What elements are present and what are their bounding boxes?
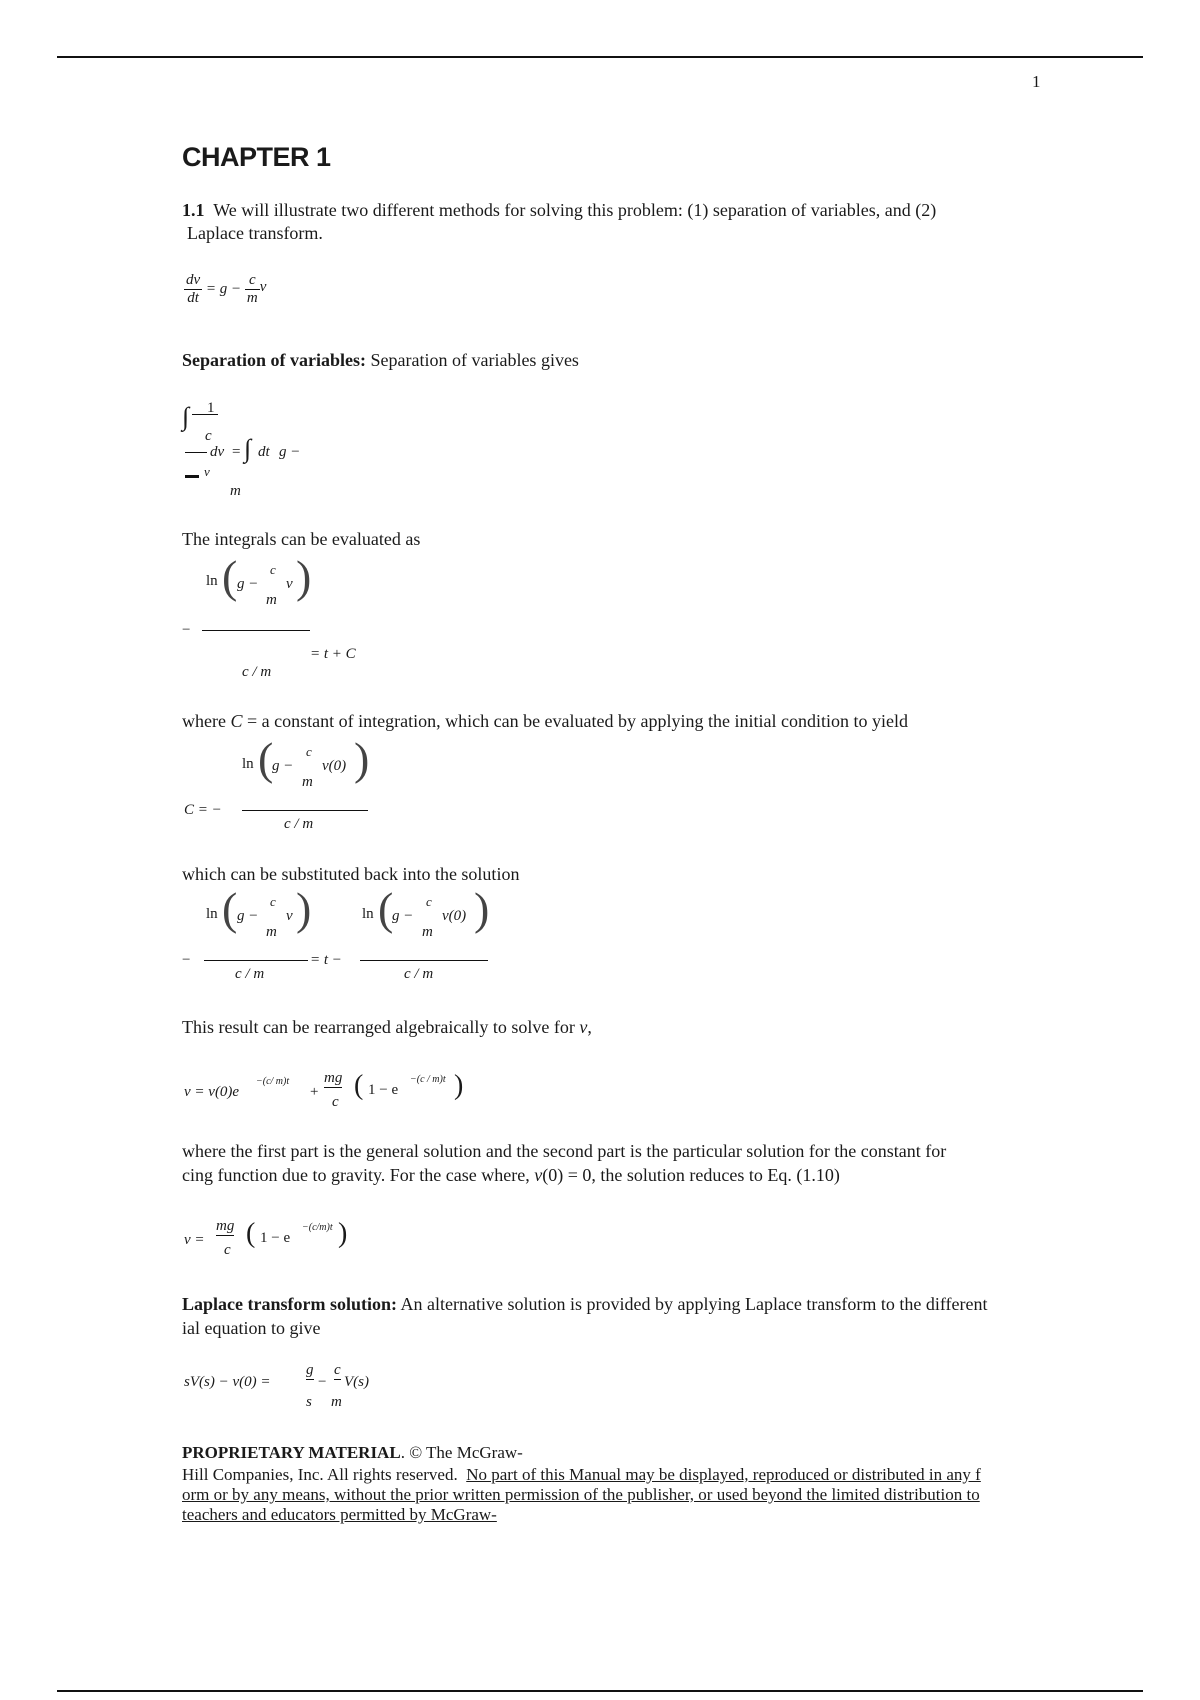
eq2-g: g − [279, 444, 301, 460]
eq5-rparen-1: ) [296, 883, 312, 934]
rearranged-main: This result can be rearranged algebraically to solve for [182, 1017, 575, 1037]
eq6-lparen: ( [354, 1070, 364, 1101]
general-line-2-var: v [534, 1165, 543, 1185]
eq6-rparen: ) [454, 1070, 464, 1101]
eq6-mg: mg [324, 1070, 343, 1086]
eq5-v0: v(0) [442, 908, 467, 924]
eq5-lparen-2: ( [378, 883, 394, 934]
eq7-lhs: v = [184, 1232, 205, 1248]
eq5-g-2: g − [392, 908, 414, 924]
eq3-ln: ln [206, 573, 218, 589]
eq6-c: c [332, 1094, 339, 1110]
eq3-g: g − [237, 576, 259, 592]
rearranged-text [182, 1016, 592, 1039]
eq2-bar-3 [185, 475, 199, 478]
footer-line-1 [182, 1442, 523, 1463]
laplace-line-1 [182, 1293, 988, 1316]
separation-label: Separation of variables: [182, 350, 366, 370]
equation-2 [182, 400, 342, 505]
eq5-den-1: c / m [235, 966, 265, 982]
bottom-rule [57, 1690, 1143, 1692]
eq8-minus: − [318, 1374, 327, 1390]
eq3-c: c [270, 562, 276, 577]
eq7-mg: mg [216, 1218, 235, 1234]
eq5-ln-2: ln [362, 906, 374, 922]
equation-5 [182, 883, 502, 990]
eq1-mid: = g − [205, 280, 242, 297]
eq7-one: 1 − e [260, 1230, 291, 1246]
eq4-fraction-bar [242, 810, 368, 811]
rearranged-var: v [579, 1017, 588, 1037]
eq6-exp2: −(c / m)t [410, 1074, 446, 1085]
page-number: 1 [1032, 72, 1041, 91]
eq8-m: m [331, 1394, 342, 1410]
eq5-mid: = t − [310, 952, 342, 968]
eq7-c: c [224, 1242, 231, 1258]
eq5-rparen-2: ) [474, 883, 490, 934]
eq4-rparen: ) [354, 733, 370, 784]
eq5-den-2: c / m [404, 966, 434, 982]
eq3-m: m [266, 592, 277, 608]
eq3-den: c / m [242, 664, 272, 680]
general-line-2-pre: cing function due to gravity. For the case where, [182, 1165, 530, 1185]
eq2-bar-2 [185, 452, 207, 453]
eq6-exp1: −(c/ m)t [256, 1076, 290, 1087]
eq2-c: c [205, 428, 212, 444]
eq4-v0: v(0) [322, 758, 347, 774]
eq4-lhs: C = − [184, 802, 222, 818]
eq4-c: c [306, 744, 312, 759]
intro-text-1: We will illustrate two different methods for solving this problem: (1) separation of variables, and (2) [213, 200, 937, 220]
eq4-ln: ln [242, 756, 254, 772]
substituted-text: which can be substituted back into the solution [182, 864, 520, 884]
eq2-one: 1 [207, 400, 215, 416]
eq4-g: g − [272, 758, 294, 774]
eq4-lparen: ( [258, 733, 274, 784]
footer-rights: Hill Companies, Inc. All rights reserved. [182, 1465, 458, 1484]
eq8-vs: V(s) [344, 1374, 369, 1390]
where-c-rest: = a constant of integration, which can be evaluated by applying the initial condition to yield [247, 711, 908, 731]
eq2-eq: = [232, 444, 241, 460]
footer-line-4: teachers and educators permitted by McGraw- [182, 1505, 497, 1524]
where-c-text [182, 710, 908, 733]
eq5-m-2: m [422, 924, 433, 940]
equation-3 [182, 551, 382, 686]
eq1-den: dt [187, 290, 199, 306]
eq3-rhs: = t + C [310, 646, 356, 662]
eq8-c: c [334, 1362, 341, 1378]
eq3-v: v [286, 576, 293, 592]
eq5-minus: − [182, 952, 191, 968]
equation-1 [184, 272, 266, 307]
eq5-fraction-bar-1 [204, 960, 308, 961]
general-line-1: where the first part is the general solution and the second part is the particular solution for the constant for [182, 1141, 947, 1161]
top-rule [57, 56, 1143, 58]
eq1-num: dv [186, 272, 201, 288]
chapter-title: CHAPTER 1 [182, 142, 331, 172]
separation-text: Separation of variables gives [370, 350, 579, 370]
eq2-dt: dt [258, 444, 270, 460]
problem-number: 1.1 [182, 200, 205, 220]
integrals-text: The integrals can be evaluated as [182, 529, 421, 549]
eq5-v: v [286, 908, 293, 924]
eq2-integral-2: ∫ [244, 434, 252, 463]
general-line-2-post: (0) = 0, the solution reduces to Eq. (1.10) [542, 1165, 840, 1185]
eq2-dv: dv [210, 444, 225, 460]
footer-notice-start: No part of this Manual may be displayed, reproduced or distributed in any f [466, 1465, 981, 1484]
eq8-lhs: sV(s) − v(0) = [184, 1374, 271, 1390]
eq2-v: v [204, 464, 210, 479]
eq8-s: s [306, 1394, 312, 1410]
eq6-lhs: v = v(0)e [184, 1084, 240, 1100]
equation-7 [184, 1216, 384, 1264]
separation-heading [182, 349, 579, 372]
footer-copyright: . © The McGraw- [400, 1443, 523, 1462]
eq1-v: v [259, 278, 267, 295]
rearranged-end: , [587, 1017, 592, 1037]
eq5-c-1: c [270, 894, 276, 909]
intro-line-2: Laplace transform. [187, 223, 323, 243]
eq4-den: c / m [284, 816, 314, 832]
footer-line-2 [182, 1464, 981, 1485]
eq6-plus: + [310, 1084, 319, 1100]
footer-line-3: orm or by any means, without the prior written permission of the publisher, or used beyond the limited distribution to [182, 1485, 980, 1504]
eq3-lparen: ( [222, 551, 238, 602]
eq2-integral: ∫ [182, 402, 190, 431]
eq3-minus: − [182, 622, 191, 638]
eq6-one: 1 − e [368, 1082, 399, 1098]
footer-proprietary: PROPRIETARY MATERIAL [182, 1443, 401, 1462]
equation-6 [184, 1068, 484, 1116]
eq5-c-2: c [426, 894, 432, 909]
eq5-m-1: m [266, 924, 277, 940]
eq4-m: m [302, 774, 313, 790]
eq7-exp: −(c/m)t [302, 1222, 333, 1233]
where-c-pre: where [182, 711, 226, 731]
eq5-ln-1: ln [206, 906, 218, 922]
eq1-m: m [246, 290, 258, 306]
eq5-lparen-1: ( [222, 883, 238, 934]
where-c-var: C [230, 711, 243, 731]
eq7-rparen: ) [338, 1218, 348, 1249]
eq3-rparen: ) [296, 551, 312, 602]
equation-4 [184, 733, 384, 840]
equation-8 [184, 1362, 424, 1416]
eq7-lparen: ( [246, 1218, 256, 1249]
laplace-label: Laplace transform solution: [182, 1294, 397, 1314]
eq8-g: g [306, 1362, 314, 1378]
general-line-2 [182, 1164, 840, 1187]
eq2-m: m [230, 483, 241, 499]
laplace-text: An alternative solution is provided by applying Laplace transform to the different [400, 1294, 988, 1314]
laplace-line-2: ial equation to give [182, 1318, 321, 1338]
eq5-fraction-bar-2 [360, 960, 488, 961]
eq3-fraction-bar [202, 630, 310, 631]
intro-line-1 [182, 199, 936, 222]
eq5-g-1: g − [237, 908, 259, 924]
eq1-c: c [245, 272, 260, 290]
